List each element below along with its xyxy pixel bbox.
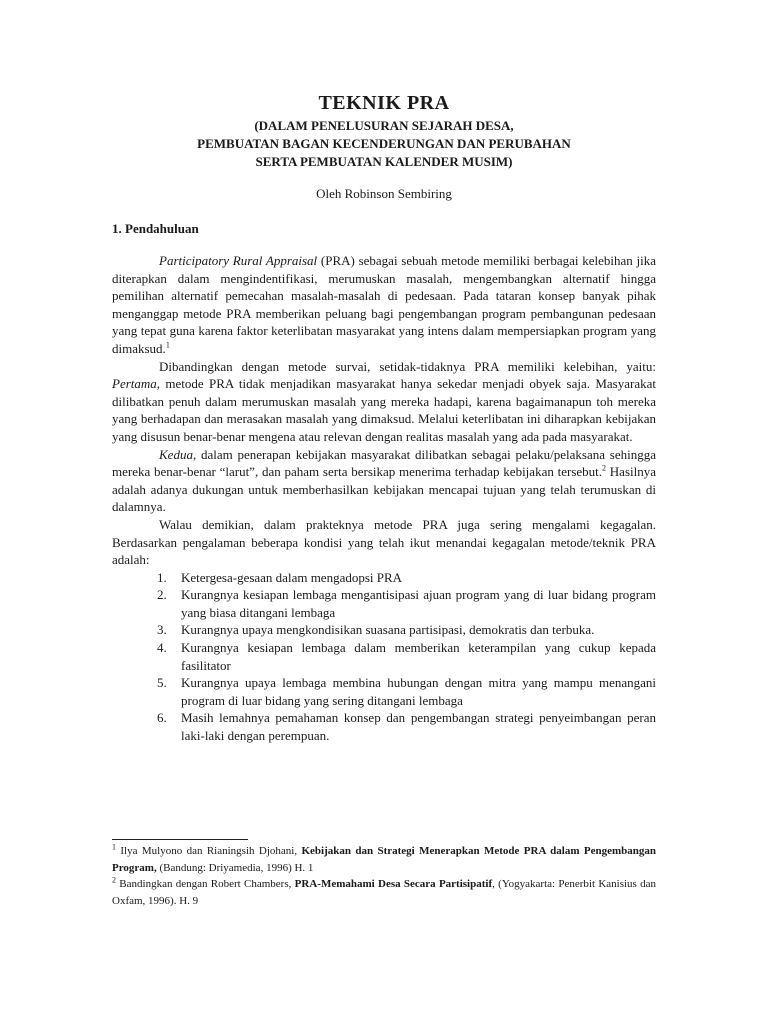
paragraph-1-italic: Participatory Rural Appraisal	[159, 253, 318, 268]
list-item-text: Kurangnya upaya mengkondisikan suasana partisipasi, demokratis dan terbuka.	[181, 622, 595, 638]
footnote-bold-title: Kebijakan dan Strategi Menerapkan Metode PRA dalam Pengembangan Program,	[112, 845, 656, 874]
list-item-text: Kurangnya upaya lembaga membina hubungan dengan mitra yang mampu menangani program di luar bidang yang sering ditangani lembaga	[181, 675, 656, 708]
subtitle-line-2: PEMBUATAN BAGAN KECENDERUNGAN DAN PERUBAHAN	[197, 136, 571, 151]
footnote-bold-title: PRA-Memahami Desa Secara Partisipatif	[294, 878, 493, 890]
footnote-text: , (Yogyakarta: Penerbit Kanisius dan Oxfam, 1996). H. 9	[112, 878, 656, 907]
subtitle-line-1: (DALAM PENELUSURAN SEJARAH DESA,	[254, 118, 514, 133]
list-item-number: 1.	[157, 569, 167, 585]
paragraph-2-text-b: , metode PRA tidak menjadikan masyarakat hanya sekedar menjadi obyek saja. Masyarakat dilibatkan penuh dalam merumuskan masalah yang mereka hadapi, karena bagaimanapun toh mereka yang berhadapan dan merasakan masalah yang dimaksud. Melalui keterlibatan ini diharapkan kebijakan yang disusun benar-benar mengena atau relevan dengan realitas masalah yang ada pada masyarakat.	[112, 376, 656, 444]
footnote-ref-2: 2	[602, 463, 607, 473]
failure-list	[112, 569, 656, 745]
subtitle-line-3: SERTA PEMBUATAN KALENDER MUSIM)	[255, 154, 513, 169]
list-item-number: 2.	[157, 587, 167, 603]
paragraph-1-text: (PRA) sebagai sebuah metode memiliki berbagai kelebihan jika diterapkan dalam mengindentifikasi, merumuskan masalah, mengembangkan alternatif hingga pemilihan alternatif pemecahan masalah-masalah di pedesaan. Pada tataran konsep banyak pihak menganggap metode PRA memberikan peluang bagi pengembangan program pembangunan pedesaan yang tepat guna karena faktor keterlibatan masyarakat yang intens dalam mempersiapkan program yang dimaksud.	[112, 253, 656, 356]
paragraph-3-italic: Kedua	[159, 446, 193, 462]
footnote-text: Ilya Mulyono dan Rianingsih Djohani,	[116, 845, 302, 857]
list-item-text: Kurangnya kesiapan lembaga dalam memberikan keterampilan yang cukup kepada fasilitator	[181, 640, 656, 673]
list-item	[112, 674, 656, 709]
list-item-text: Kurangnya kesiapan lembaga mengantisipasi ajuan program yang di luar bidang program yang biasa ditangani lembaga	[181, 587, 656, 620]
list-item-number: 6.	[157, 710, 167, 726]
list-item	[112, 586, 656, 621]
list-item	[112, 639, 656, 674]
paragraph-2	[112, 358, 656, 446]
list-item-number: 4.	[157, 640, 167, 656]
footnote-mark: 1	[112, 842, 116, 852]
footnote-mark: 2	[112, 875, 116, 885]
footnote-2	[112, 876, 656, 909]
list-item	[112, 709, 656, 744]
section-heading: 1. Pendahuluan	[112, 221, 199, 236]
list-item	[112, 621, 656, 639]
list-item-text: Masih lemahnya pemahaman konsep dan pengembangan strategi penyeimbangan peran laki-laki dengan perempuan.	[181, 710, 656, 744]
document-title: TEKNIK PRA	[318, 92, 450, 114]
list-item	[112, 569, 656, 587]
paragraph-3	[112, 446, 656, 516]
list-item-number: 3.	[157, 622, 167, 638]
paragraph-3-text-b: Hasilnya adalah adanya dukungan untuk memberhasilkan kebijakan mencapai tujuan yang telah terumuskan di dalamnya.	[112, 464, 656, 515]
list-item-number: 5.	[157, 675, 167, 691]
paragraph-1	[112, 252, 656, 358]
list-item-text: Ketergesa-gesaan dalam mengadopsi PRA	[181, 569, 403, 585]
paragraph-2-text-a: Dibandingkan dengan metode survai, setidak-tidaknya PRA memiliki kelebihan, yaitu:	[159, 358, 656, 374]
footnote-text: Bandingkan dengan Robert Chambers,	[116, 878, 295, 890]
body-text	[112, 252, 656, 745]
paragraph-2-italic: Pertama	[112, 376, 157, 392]
footnote-1	[112, 843, 656, 876]
document-subtitle	[0, 117, 768, 171]
paragraph-4: Walau demikian, dalam prakteknya metode PRA juga sering mengalami kegagalan. Berdasarkan pengalaman beberapa kondisi yang telah ikut menandai kegagalan metode/teknik PRA adalah:	[112, 516, 656, 568]
footnotes	[112, 843, 656, 909]
author-line: Oleh Robinson Sembiring	[316, 186, 452, 201]
footnote-text: (Bandung: Driyamedia, 1996) H. 1	[156, 861, 314, 874]
paragraph-3-text-a: , dalam penerapan kebijakan masyarakat dilibatkan sebagai pelaku/pelaksana sehingga mereka benar-benar “larut”, dan paham serta bersikap menerima terhadap kebijakan tersebut.	[112, 446, 656, 480]
footnote-separator	[112, 839, 248, 840]
footnote-ref-1: 1	[165, 340, 170, 350]
